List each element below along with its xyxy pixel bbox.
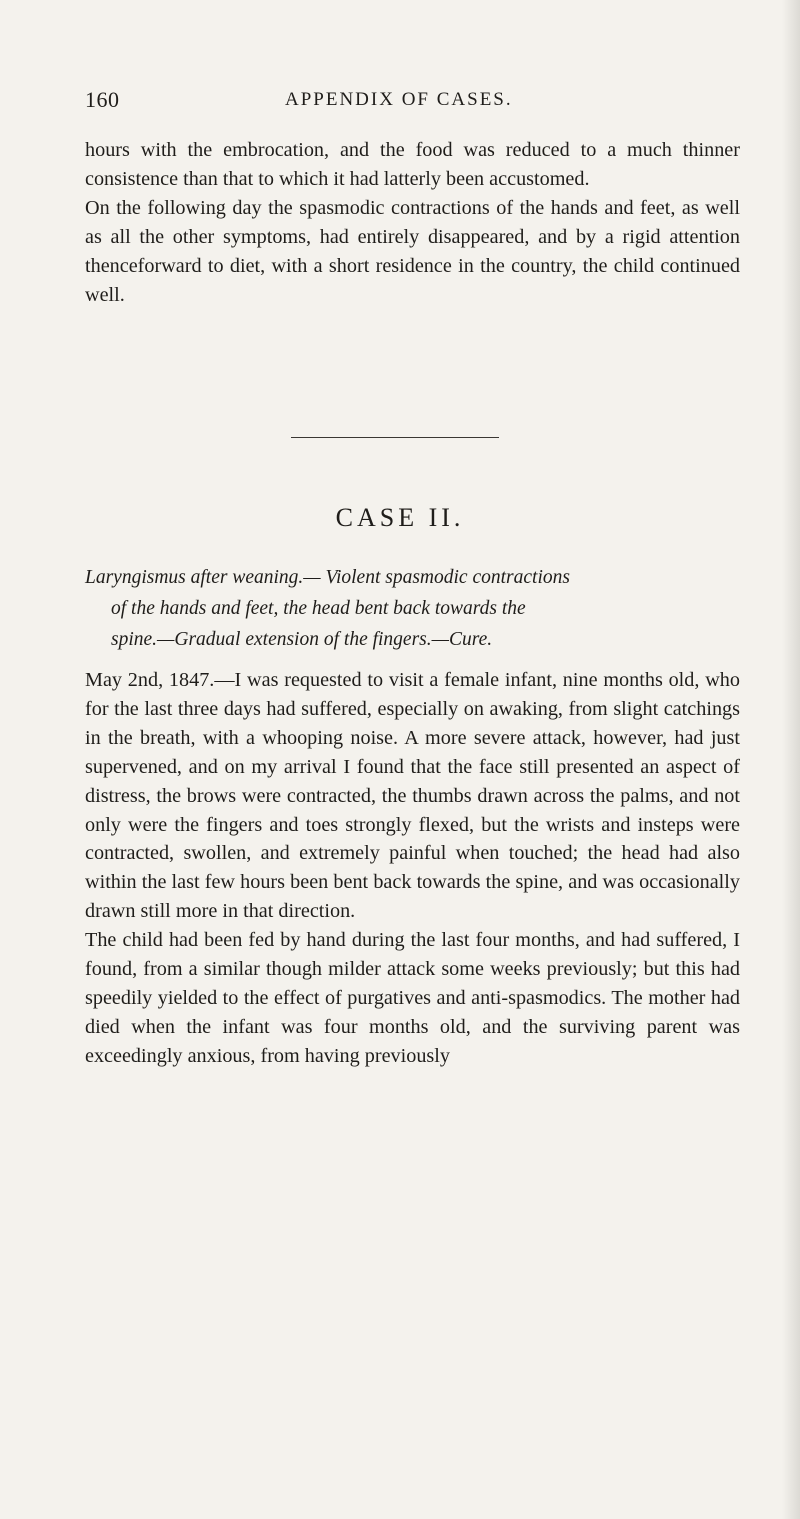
continued-text [85, 136, 740, 309]
case-summary [85, 562, 740, 655]
page-number: 160 [85, 87, 120, 112]
continued-paragraph-1: hours with the embrocation, and the food was reduced to a much thinner consistence than that to which it had latterly been accustomed. [85, 139, 740, 190]
case-body [85, 666, 740, 1071]
case-summary-line-3: spine.—Gradual extension of the fingers.—Cure. [111, 629, 493, 650]
case-summary-line-1: Laryngismus after weaning.— Violent spasmodic contractions [85, 567, 570, 588]
running-head: APPENDIX OF CASES. [285, 89, 513, 110]
continued-paragraph-2: On the following day the spasmodic contractions of the hands and feet, as well as all the other symptoms, had entirely disappeared, and by a rigid attention thenceforward to diet, with a short residence in the country, the child continued well. [85, 196, 740, 306]
section-divider [291, 437, 499, 438]
case-paragraph-1: May 2nd, 1847.—I was requested to visit a female infant, nine months old, who for the last three days had suffered, especially on awaking, from slight catchings in the breath, with a whooping noise. A more severe attack, however, had just supervened, and on my arrival I found that the face still presented an aspect of distress, the brows were contracted, the thumbs drawn across the palms, and not only were the fingers and toes strongly flexed, but the wrists and insteps were contracted, swollen, and extremely painful when touched; the head had also within the last few hours been bent back towards the spine, and was occasionally drawn still more in that direction. [85, 669, 740, 923]
case-paragraph-2: The child had been fed by hand during the last four months, and had suffered, I found, from a similar though milder attack some weeks previously; but this had speedily yielded to the effect of purgatives and anti-spasmodics. The mother had died when the infant was four months old, and the surviving parent was exceedingly anxious, from having previously [85, 929, 740, 1067]
case-summary-line-2: of the hands and feet, the head bent back towards the [111, 598, 526, 619]
page-header [85, 87, 725, 123]
page-edge-shadow [782, 0, 800, 1519]
case-title: CASE II. [335, 503, 465, 532]
